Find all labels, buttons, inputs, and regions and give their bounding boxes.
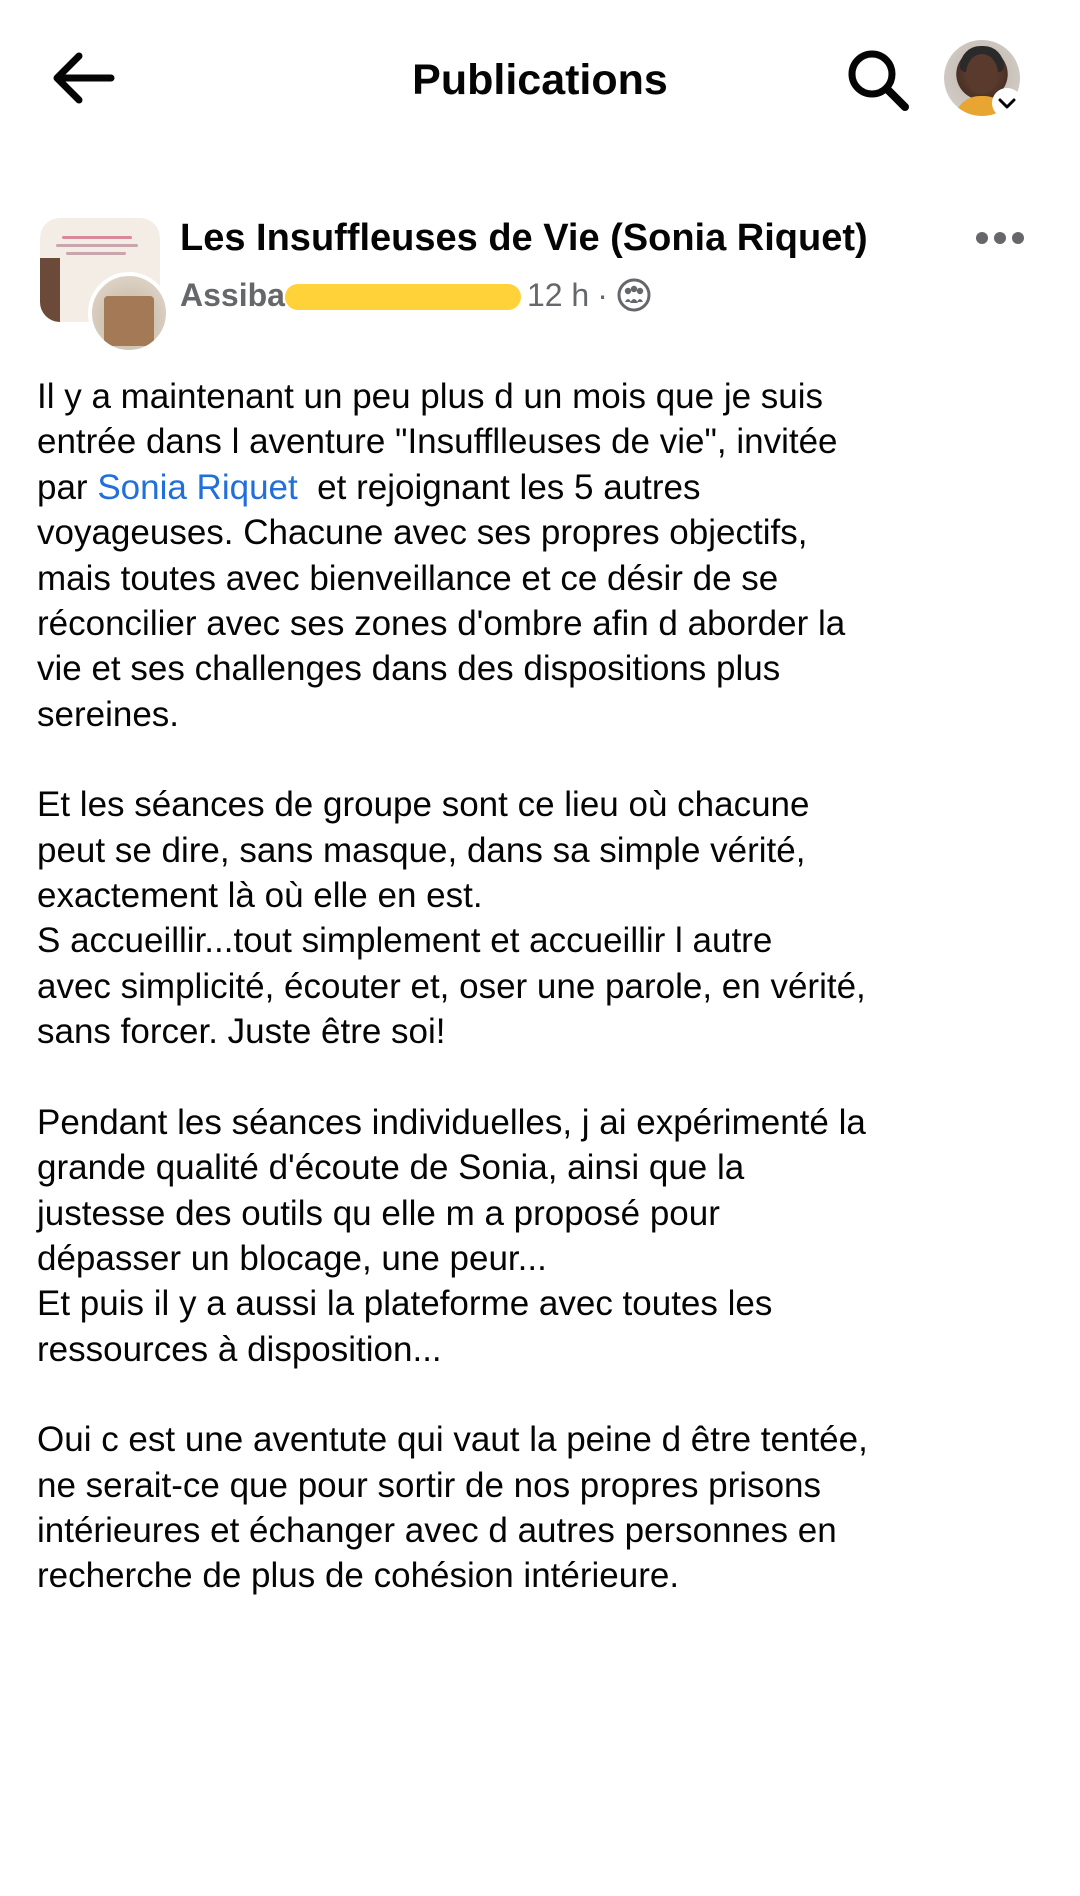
post-paragraph	[37, 782, 1047, 1054]
text-line: sans forcer. Juste être soi!	[37, 1012, 446, 1052]
text-line: mais toutes avec bienveillance et ce désir de se	[37, 558, 779, 598]
text-line: entrée dans l aventure "Insufflleuses de vie", invitée	[37, 422, 838, 462]
text-line: vie et ses challenges dans des dispositions plus	[37, 649, 781, 689]
post-header	[0, 200, 1080, 350]
text-line: Pendant les séances individuelles, j ai expérimenté la	[37, 1102, 866, 1142]
text-fragment: et rejoignant les 5 autres	[297, 467, 701, 507]
text-line: sereines.	[37, 694, 180, 734]
text-line-with-mention	[37, 465, 1047, 510]
post-meta	[180, 272, 652, 318]
text-line: dépasser un blocage, une peur...	[37, 1238, 547, 1278]
profile-menu-button[interactable]	[944, 40, 1024, 120]
text-line: grande qualité d'écoute de Sonia, ainsi que la	[37, 1148, 745, 1188]
mention-link[interactable]: Sonia Riquet	[97, 467, 298, 507]
chevron-down-icon	[992, 88, 1022, 118]
author-avatar[interactable]	[88, 272, 170, 354]
text-line: ressources à disposition...	[37, 1329, 442, 1369]
text-line: Et les séances de groupe sont ce lieu où chacune	[37, 785, 810, 825]
top-bar	[0, 0, 1080, 160]
post-timestamp[interactable]: 12 h	[526, 276, 590, 313]
author-name-link[interactable]: Assiba	[180, 276, 285, 313]
page-title: Publications	[412, 56, 668, 104]
text-line: Et puis il y a aussi la plateforme avec toutes les	[37, 1284, 773, 1324]
text-line: intérieures et échanger avec d autres personnes en	[37, 1510, 837, 1550]
post-paragraph	[37, 1100, 1047, 1372]
text-line: réconcilier avec ses zones d'ombre afin d aborder la	[37, 604, 846, 644]
text-line: exactement là où elle en est.	[37, 876, 483, 916]
post-paragraph	[37, 1417, 1047, 1599]
text-line: peut se dire, sans masque, dans sa simple vérité,	[37, 830, 806, 870]
text-line: voyageuses. Chacune avec ses propres objectifs,	[37, 513, 808, 553]
group-name-link[interactable]: Les Insuffleuses de Vie (Sonia Riquet)	[180, 217, 868, 259]
text-line: S accueillir...tout simplement et accueillir l autre	[37, 921, 773, 961]
text-line: avec simplicité, écouter et, oser une parole, en vérité,	[37, 966, 866, 1006]
redaction-mark	[285, 284, 521, 310]
more-dots-icon	[974, 230, 1026, 251]
text-line: justesse des outils qu elle m a proposé pour	[37, 1193, 720, 1233]
post-paragraph	[37, 374, 1047, 737]
meta-separator: ·	[597, 276, 608, 313]
search-icon	[845, 47, 911, 118]
text-line: ne serait-ce que pour sortir de nos propres prisons	[37, 1465, 822, 1505]
post-text	[37, 374, 1047, 1599]
more-options-button[interactable]	[968, 220, 1032, 260]
text-line: Oui c est une aventute qui vaut la peine d être tentée,	[37, 1420, 868, 1460]
text-line: recherche de plus de cohésion intérieure.	[37, 1556, 680, 1596]
search-button[interactable]	[838, 42, 918, 122]
text-line: Il y a maintenant un peu plus d un mois que je suis	[37, 377, 824, 416]
group-members-icon	[616, 277, 652, 313]
text-fragment: par	[37, 467, 98, 507]
